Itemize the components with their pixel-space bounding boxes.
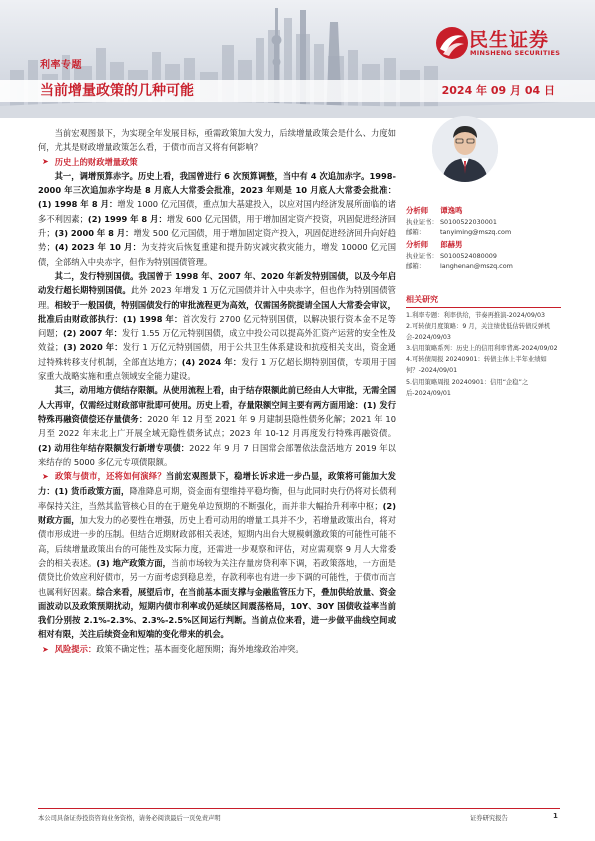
intro-text: 当前宏观图景下，为实现全年发展目标，亟需政策加大发力，后续增量政策会是什么、力度如何，尤其是财政增量政策怎么看，于债市而言又将有何影响？ [38,128,396,153]
bold-text: 综合来看，展望后市，在当前基本面支撑与金融监管压力下，叠加供给放量、资金面波动以及政策预期扰动，短期内债市利率或仍延续区间震荡格局，10Y、30Y 国债收益率当前我们分别按 2.1%-2.3%、2.3%-2.5%区间运行判断。当前点位来看，进一步做平曲线空间或相对有限，关注后续资金和短端的变化带来的机会。 [38,586,396,640]
related-research-list [406,310,564,399]
footer-divider [38,808,560,809]
email-address[interactable]: tanyiming@mszq.com [440,228,512,236]
bold-text: (2) 2007 年： [62,328,122,339]
related-item[interactable]: 3.信用策略系列：历史上的信用利率背离-2024/09/02 [406,345,558,353]
analyst-name: 谭逸鸣 [440,206,463,215]
related-item[interactable]: 4.可转债周报 20240901：转债主体上半年业绩如何？-2024/09/01 [406,356,547,375]
analyst-cert [406,217,566,228]
paragraph-risk [38,642,396,657]
paragraph-local-quota [38,383,396,469]
body-text: 2022 年 9 月 7 日国常会部署依法盘活地方 2019 年以来结存的 5000 多亿元专项债限额。 [38,442,396,467]
bold-text: (4) 2024 年： [181,356,242,367]
cert-label: 执业证书： [406,251,438,260]
body-text: 此外 2023 年增发 1 万亿元国债并计入中央赤字，但也作为特别国债管理。 [38,285,396,310]
paragraph-outlook [38,469,396,642]
bold-text: 当前宏观图景下，稳增长诉求进一步凸显，政策将可能加大发力：(1) 货币政策方面， [38,471,396,497]
paragraph-special-bonds [38,269,396,383]
person-avatar-icon [432,116,498,182]
analyst-card-1 [406,206,566,238]
bold-text: 相较于一般国债，特别国债发行的审批流程更为高效，仅需国务院提请全国人大常委会审议，批准后由财政部执行： [38,299,396,324]
arrow-right-icon: ➤ [42,156,49,166]
arrow-right-icon: ➤ [42,472,49,482]
body-text: 发行 1.55 万亿元特别国债，成立中投公司以提高外汇资产运营的安全性及效益； [38,328,396,353]
body-text: 增发 1000 亿元国债，重点加大基建投入，以应对国内经济发展所面临的诸多不利因素； [38,199,396,224]
intro-paragraph [38,126,396,155]
analyst-role: 分析师 [406,206,429,215]
related-item[interactable]: 1.利率专题：利率供给，节奏再推演-2024/09/03 [406,312,546,319]
analyst-card-2 [406,240,566,272]
bold-text: (3) 2020 年： [63,342,123,353]
email-label: 邮箱： [406,262,426,270]
header-banner [0,0,595,118]
report-date: 2024 年 09 月 04 日 [441,84,555,97]
risk-title: 风险提示： [54,643,97,654]
cert-number: S0100524080009 [440,251,497,260]
main-content [38,126,396,657]
body-text: 当前市场较为关注存量房贷利率下调，若政策落地，一方面是债贷比价效应利好债市，另一方面考虑到稳息差，存款利率也有进一步下调的可能性，于债市而言也属利好因素。 [38,557,396,597]
analyst-name: 郎赫男 [440,240,463,249]
body-text: 降准降息可期，资金面有望维持平稳均衡，但与此同时央行仍将对长债利率保持关注，当然其监管核心目的在于避免单边预期的不断强化，而并非大幅抬升利率中枢； [38,486,396,511]
bold-text: (3) 地产政策方面， [96,557,171,568]
footer-doc-type: 证券研究报告 [470,815,508,822]
bold-text: (1) 1998 年： [122,313,183,324]
body-text: 2020 年 12 月至 2021 年 9 月建制县隐性债务化解；2021 年 10 月至 2022 年末北上广开展全域无隐性债务试点；2023 年 10-12 月再度发行特殊再融资债。 [38,413,396,439]
analyst-role: 分析师 [406,240,429,249]
body-text: 首次发行 2700 亿元特别国债，以解决银行资本金不足等问题； [38,313,396,339]
report-type-label: 利率专题 [40,60,82,71]
bold-text: (2) 动用往年结存限额发行新增专项债： [38,442,190,453]
body-text: 增发 600 亿元国债，用于增加固定资产投资，巩固促进经济回升； [38,213,396,239]
email-label: 邮箱： [406,228,426,236]
bold-text: 其二，发行特别国债。我国曾于 1998 年、2007 年、2020 年新发特别国债，以及今年启动发行超长期特别国债。 [38,270,396,296]
bold-text: 其一，调增预算赤字。历史上看，我国曾进行 6 次预算调整，当中有 4 次追加赤字。1998-2000 年三次追加赤字均是 8 月底人大常委会批准，2023 年则是 10 月底人大常委会批准：(1) 1998 年 8 月： [38,170,396,210]
paragraph-deficit [38,169,396,269]
analyst-name-row [406,240,566,251]
analyst-name-row [406,206,566,217]
cert-label: 执业证书： [406,217,438,226]
body-text: 增发 500 亿元国债，用于增加固定资产投入，巩固促进经济回升向好趋势； [38,228,396,253]
analyst-cert [406,251,566,262]
body-text: 为支持灾后恢复重建和提升防灾减灾救灾能力，增发 10000 亿元国债，全部纳入中央赤字，但作为特别国债管理。 [38,242,396,267]
bold-text: (4) 2023 年 10 月： [54,242,142,253]
related-research-heading: 相关研究 [406,294,561,308]
page-number: 1 [553,812,558,820]
logo-text-en: MINSHENG SECURITIES [470,49,561,57]
section-heading-history [38,155,396,169]
analyst-photo [432,116,498,182]
email-address[interactable]: langhenan@mszq.com [440,262,513,270]
related-item[interactable]: 5.信用策略周报 20240901：信用“企稳”之后-2024/09/01 [406,378,529,397]
risk-text: 政策不确定性；基本面变化超预期；海外地缘政治冲突。 [96,643,304,654]
report-title: 当前增量政策的几种可能 [40,83,194,99]
body-text: 加大发力的必要性在增强，历史上看可动用的增量工具并不少，若增量政策出台，将对债市形成进一步的压制。但结合近期财政部相关表述，短期内出台大规模刺激政策的可能性可能不高，后续增量政策出台的可能性及实际力度，还需进一步观察和评估，对应需观察 9 月人大常委会的相关表述。 [38,515,396,568]
footer-disclaimer: 本公司具备证券投资咨询业务资格，请务必阅读最后一页免责声明 [38,815,221,822]
section-title: 历史上的财政增量政策 [54,156,138,167]
cert-number: S0100522030001 [440,217,497,226]
logo-text-cn: 民生证券 [469,29,550,51]
bold-text: (2) 1999 年 8 月： [87,213,167,224]
analyst-email [406,261,566,272]
body-text: 发行 1 万亿元特别国债，用于公共卫生体系建设和抗疫相关支出，资金通过特殊转移支付机制，全部直达地方； [38,342,396,367]
bold-text: 其三，动用地方债结存限额。从使用流程上看，由于结存限额此前已经由人大审批，无需全国人大再审，仅需经过财政部审批即可使用。历史上看，存量限额空间主要有两方面用途：(1) 发行特殊再融资债偿还存量债务： [38,385,396,424]
analyst-email [406,227,566,238]
arrow-right-icon: ➤ [42,644,49,654]
section-title: 政策与债市，还将如何演绎？ [54,471,166,482]
bold-text: (3) 2000 年 8 月： [54,228,134,239]
related-item[interactable]: 2.可转债月度策略：9 月，关注绩优低估转债反弹机会-2024/09/03 [406,323,551,342]
body-text: 发行 1 万亿超长期特别国债，专项用于国家重大战略实施和重点领域安全能力建设。 [38,356,396,382]
bold-text: (2) 财政方面， [38,500,396,526]
